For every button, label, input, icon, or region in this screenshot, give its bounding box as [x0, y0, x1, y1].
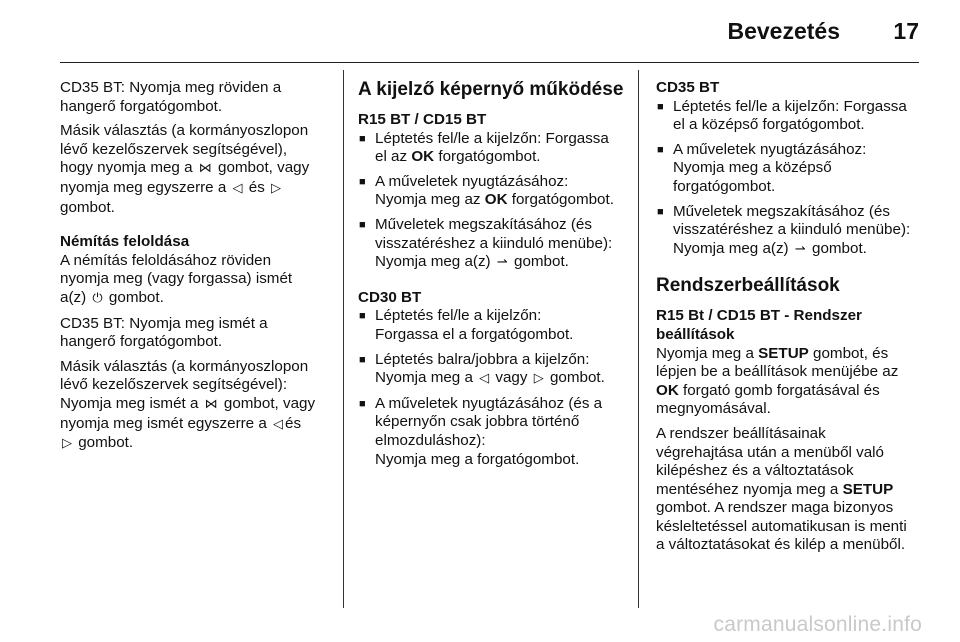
- paragraph: A némítás feloldásához röviden nyomja meg (vagy forgassa) ismét a(z) ⏻ gombot.: [60, 251, 293, 306]
- list-item: ■ A műveletek nyugtázásához: Nyomja meg az OK forgatógombot.: [358, 173, 636, 210]
- list-item: ■ Léptetés balra/jobbra a kijelzőn: Nyomja meg a ◁ vagy ▷ gombot.: [358, 351, 636, 389]
- heading-unmute: Némítás feloldása: [60, 233, 190, 251]
- column-right: [656, 79, 936, 561]
- mute-icon: ⋈: [198, 161, 212, 177]
- list-item: ■ Műveletek megszakításához (és visszatéréshez a kiinduló menübe): Nyomja meg a(z) ⇀ gombot.: [656, 203, 936, 260]
- arrow-right-icon: ▷: [533, 371, 544, 387]
- heading-r15-cd15: R15 BT / CD15 BT: [358, 111, 487, 128]
- page-header-title: Bevezetés: [727, 18, 840, 44]
- section-title-settings: Rendszerbeállítások: [656, 275, 840, 297]
- arrow-left-icon: ◁: [479, 371, 490, 387]
- mute-icon: ⋈: [204, 396, 218, 412]
- column-left: [60, 79, 340, 460]
- paragraph: Nyomja meg a SETUP gombot, és lépjen be a beállítások menüjébe az OK forgató gomb forgatásával és megnyomásával.: [656, 344, 899, 418]
- volume-plus-icon: ▷: [62, 436, 72, 452]
- column-divider-2: [638, 70, 639, 608]
- list-item: ■ A műveletek nyugtázásához: Nyomja meg a középső forgatógombot.: [656, 141, 936, 197]
- heading-cd35: CD35 BT: [656, 79, 720, 96]
- column-middle: [358, 79, 636, 475]
- column-divider-1: [343, 70, 344, 608]
- watermark: carmanualsonline.info: [713, 613, 922, 636]
- paragraph: CD35 BT: Nyomja meg ismét a hangerő forgatógombot.: [60, 314, 268, 351]
- volume-minus-icon: ◁: [273, 416, 284, 432]
- heading-cd30: CD30 BT: [358, 288, 422, 306]
- volume-plus-icon: ▷: [271, 180, 282, 196]
- paragraph: Másik választás (a kormányoszlopon lévő kezelőszervek segítségével): Nyomja meg ismét a ⋈ gombot, vagy nyomja meg ismét egyszerre a ◁ és ▷ gombot.: [60, 357, 316, 452]
- list-item: ■ Léptetés fel/le a kijelzőn: Forgassa el a középső forgatógombot.: [656, 98, 936, 135]
- paragraph: CD35 BT: Nyomja meg röviden a hangerő forgatógombot.: [60, 79, 282, 115]
- heading-system-settings: R15 Bt / CD15 BT - Rendszer beállítások: [656, 307, 862, 343]
- list-item: ■ Műveletek megszakításához (és visszatéréshez a kiinduló menübe): Nyomja meg a(z) ⇀ gombot.: [358, 216, 636, 273]
- paragraph: A rendszer beállításainak végrehajtása után a menüből való kilépéshez és a változtatások mentéséhez nyomja meg a SETUP gombot. A rendszer maga bizonyos késleltetéssel automatikusan is menti a változtatásokat és kilép a menüből.: [656, 424, 907, 554]
- back-icon: ⇀: [794, 241, 806, 257]
- list-item: ■ Léptetés fel/le a kijelzőn: Forgassa el a forgatógombot.: [358, 307, 636, 344]
- volume-minus-icon: ◁: [232, 180, 243, 196]
- back-icon: ⇀: [496, 255, 508, 271]
- header-rule: [60, 62, 919, 63]
- paragraph: Másik választás (a kormányoszlopon lévő kezelőszervek segítségével), hogy nyomja meg a ⋈ gombot, vagy nyomja meg egyszerre a ◁ és ▷ gombot.: [60, 122, 310, 216]
- power-icon: ⏻: [92, 290, 103, 306]
- section-title-display: A kijelző képernyő működése: [358, 79, 624, 100]
- list-item: ■ Léptetés fel/le a kijelzőn: Forgassa el az OK forgatógombot.: [358, 130, 636, 167]
- page-number: 17: [893, 18, 919, 44]
- list-item: ■ A műveletek nyugtázásához (és a képernyőn csak jobbra történő elmozduláshoz): Nyomja meg a forgatógombot.: [358, 395, 636, 469]
